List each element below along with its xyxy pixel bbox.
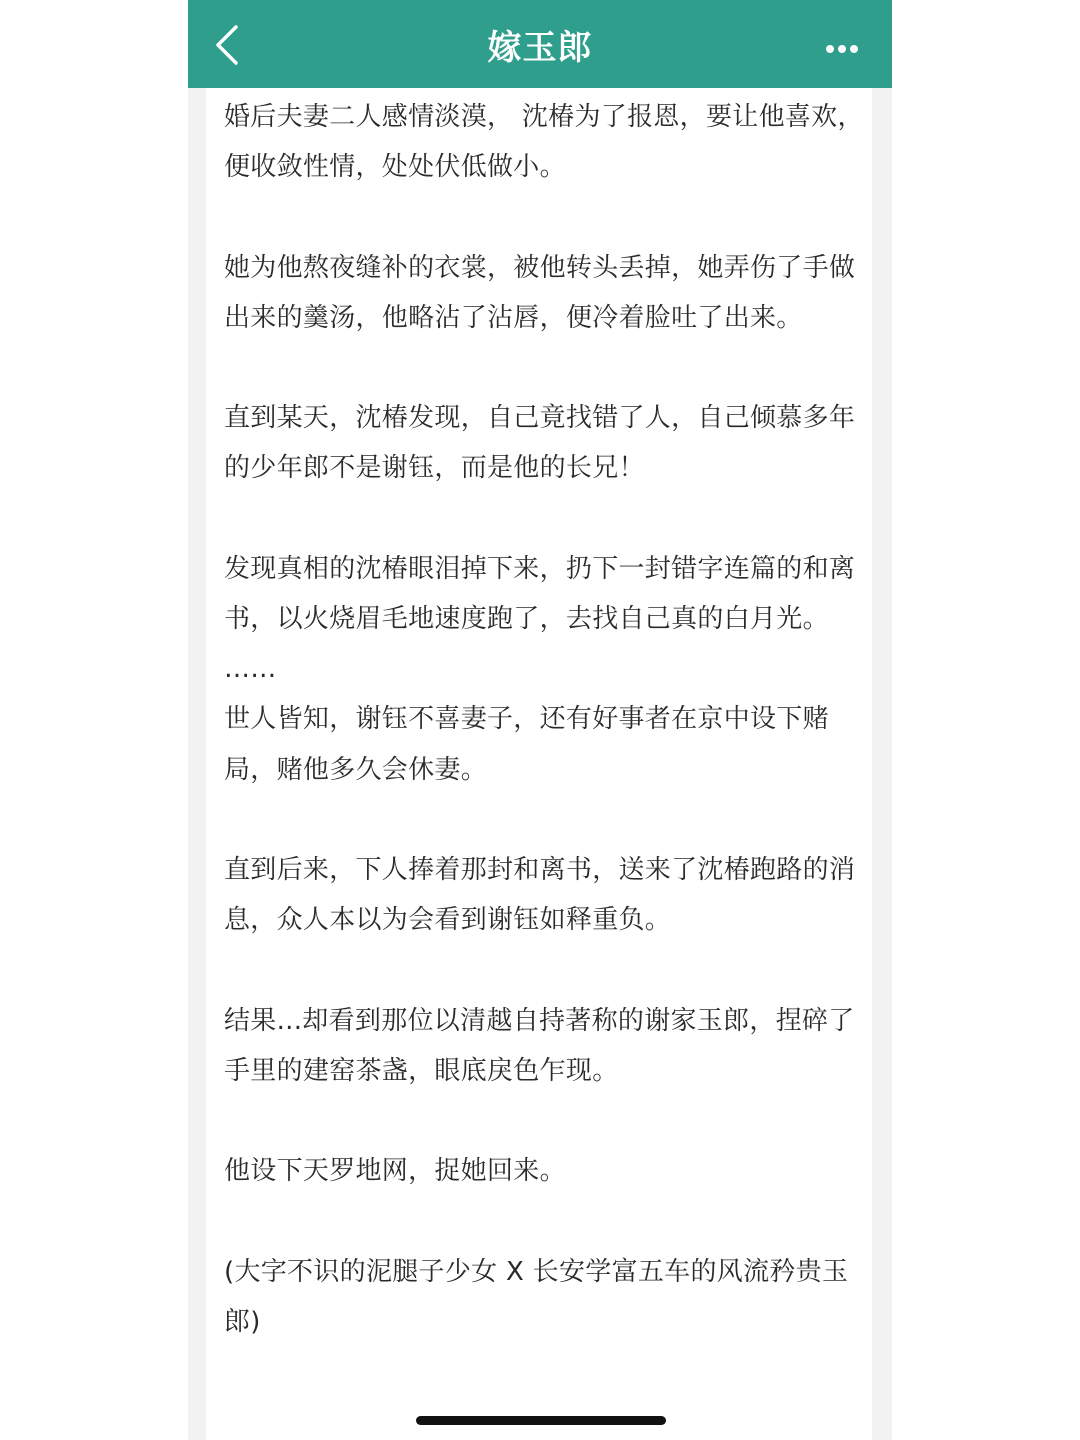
paragraph: 他设下天罗地网，捉她回来。 bbox=[224, 1156, 566, 1187]
top-nav-bar bbox=[188, 0, 892, 88]
paragraph: 婚后夫妻二人感情淡漠， 沈椿为了报恩，要让他喜欢，便收敛性情，处处伏低做小。 bbox=[224, 102, 864, 183]
home-indicator[interactable] bbox=[416, 1416, 666, 1425]
paragraph: 世人皆知，谢钰不喜妻子，还有好事者在京中设下赌局，赌他多久会休妻。 bbox=[224, 704, 829, 785]
paragraph: 直到某天，沈椿发现，自己竟找错了人，自己倾慕多年的少年郎不是谢钰，而是他的长兄！ bbox=[224, 403, 856, 484]
more-button[interactable] bbox=[814, 26, 870, 70]
page-title: 嫁玉郎 bbox=[487, 28, 593, 68]
paragraph: 直到后来，下人捧着那封和离书，送来了沈椿跑路的消息，众人本以为会看到谢钰如释重负。 bbox=[224, 854, 856, 936]
ellipsis-line: …… bbox=[224, 654, 277, 685]
article-body bbox=[224, 92, 864, 1347]
paragraph: 她为他熬夜缝补的衣裳，被他转头丢掉，她弄伤了手做出来的羹汤，他略沾了沾唇，便冷着脸吐了出来。 bbox=[224, 252, 856, 333]
phone-screen bbox=[188, 0, 892, 1440]
article-card bbox=[206, 88, 872, 1440]
back-button[interactable] bbox=[202, 18, 252, 72]
paragraph: 发现真相的沈椿眼泪掉下来，扔下一封错字连篇的和离书，以火烧眉毛地速度跑了，去找自己真的白月光。 bbox=[224, 553, 856, 634]
paragraph: 结果...却看到那位以清越自持著称的谢家玉郎，捏碎了手里的建窑茶盏，眼底戾色乍现。 bbox=[224, 1005, 855, 1086]
paragraph: (大字不识的泥腿子少女 X 长安学富五车的风流矜贵玉郎) bbox=[224, 1256, 849, 1337]
more-dots-icon bbox=[825, 39, 859, 58]
chevron-left-icon bbox=[212, 23, 242, 67]
